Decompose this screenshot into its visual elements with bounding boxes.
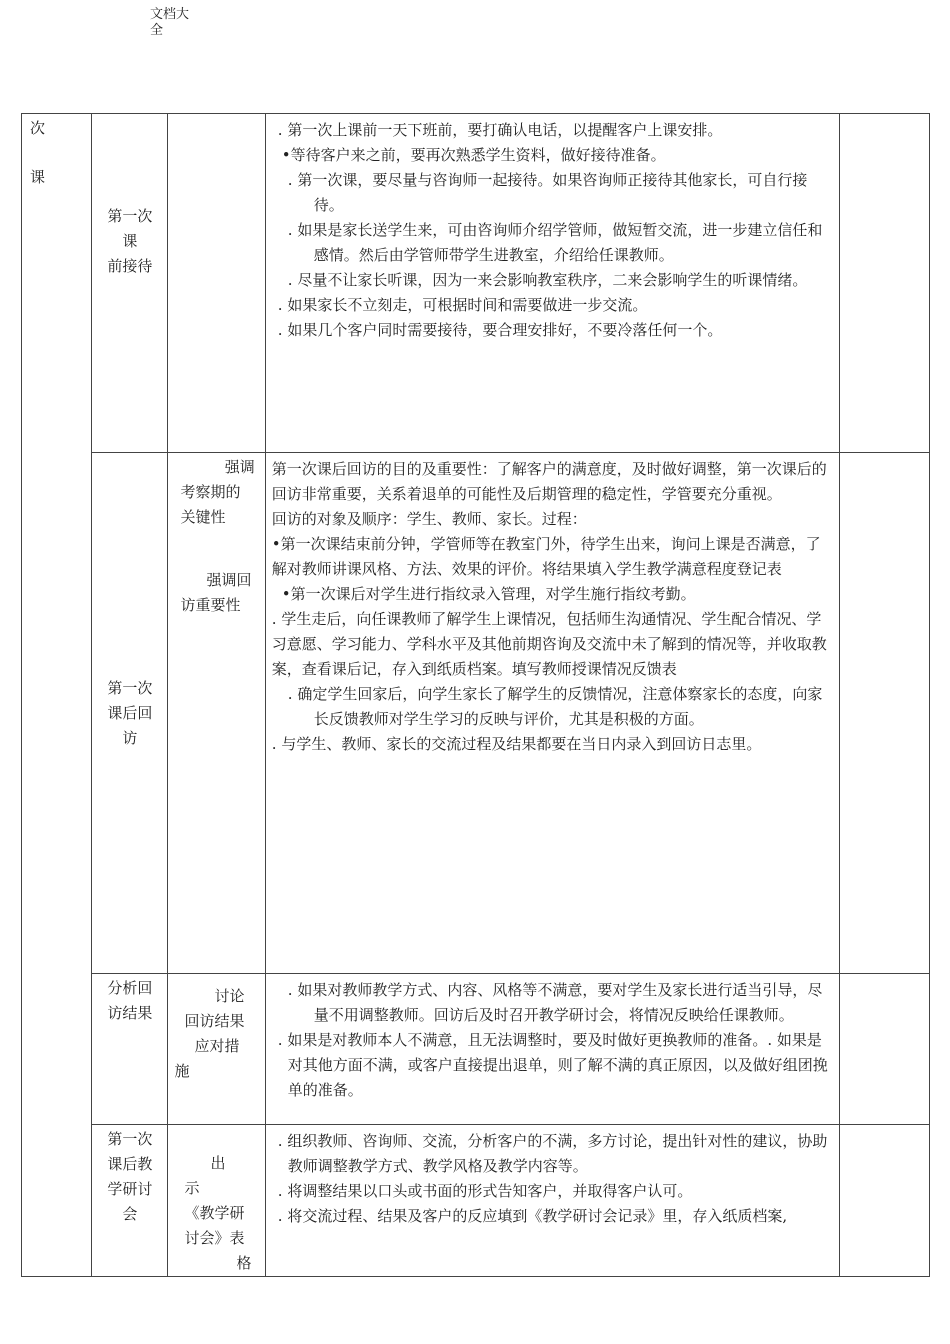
section-line: 第一次 [107,1130,153,1148]
sub-line: 强调回 [206,571,252,589]
table-row [22,453,930,974]
list-item: •等待客户来之前，要再次熟悉学生资料，做好接待准备。 [281,146,666,164]
list-item: 回访的对象及顺序：学生、教师、家长。过程： [271,510,587,528]
stage-char-1: 次 [30,119,46,137]
sub-cell [168,453,265,974]
sub-line: 关键性 [180,508,226,526]
list-item: . 第一次课，要尽量与咨询师一起接待。如果咨询师正接待其他家长，可自行接待。 [287,171,808,214]
list-item: . 第一次上课前一天下班前，要打确认电话，以提醒客户上课安排。 [277,121,723,139]
procedure-table [21,113,930,1277]
sub-line: 强调 [224,458,255,476]
section-line: 学研讨 [107,1180,153,1198]
section-cell [92,453,168,974]
sub-line: 讨会》表 [184,1229,245,1247]
sub-cell [168,114,265,453]
section-cell [92,1125,168,1277]
section-line: 访 [122,729,138,747]
table-row [22,1125,930,1277]
content-cell [265,114,839,453]
sub-line: 《教学研 [184,1204,245,1222]
sub-line: 施 [174,1062,190,1080]
list-item: •第一次课结束前分钟，学管师等在教室门外，待学生出来，询问上课是否满意，了解对教师讲课风格、方法、效果的评价。将结果填入学生教学满意程度登记表 [271,535,821,578]
sub-line: 应对措 [194,1037,240,1055]
table-row [22,114,930,453]
sub-line: 出 [210,1154,226,1172]
list-item: . 如果家长不立刻走，可根据时间和需要做进一步交流。 [277,296,648,314]
sub-line: 格 [236,1254,252,1272]
table-row [22,974,930,1125]
content-cell [265,453,839,974]
sub-line: 讨论 [214,987,245,1005]
content-cell [265,1125,839,1277]
empty-cell [839,1125,929,1277]
sub-cell [168,1125,265,1277]
header-line-1: 文档大 [150,7,190,22]
list-item: . 尽量不让家长听课，因为一来会影响教室秩序，二来会影响学生的听课情绪。 [287,271,808,289]
section-line: 访结果 [107,1004,153,1022]
section-line: 会 [122,1205,138,1223]
list-item: . 如果几个客户同时需要接待，要合理安排好，不要冷落任何一个。 [277,321,723,339]
sub-line: 回访结果 [184,1012,245,1030]
list-item: . 如果对教师教学方式、内容、风格等不满意，要对学生及家长进行适当引导，尽量不用调整教师。回访后及时召开教学研讨会，将情况反映给任课教师。 [287,981,823,1024]
list-item: 第一次课后回访的目的及重要性：了解客户的满意度，及时做好调整，第一次课后的回访非常重要，关系着退单的可能性及后期管理的稳定性，学管要充分重视。 [271,460,827,503]
list-item: •第一次课后对学生进行指纹录入管理，对学生施行指纹考勤。 [281,585,696,603]
section-line: 课 [122,232,138,250]
section-line: 课后回 [107,704,153,722]
list-item: . 如果是家长送学生来，可由咨询师介绍学管师，做短暂交流，进一步建立信任和感情。然后由学管师带学生进教室，介绍给任课教师。 [287,221,823,264]
sub-line: 访重要性 [180,596,241,614]
section-line: 第一次 [107,679,153,697]
header-line-2: 全 [150,23,164,38]
stage-char-2: 课 [30,168,46,186]
list-item: . 与学生、教师、家长的交流过程及结果都要在当日内录入到回访日志里。 [271,735,762,753]
list-item: . 学生走后，向任课教师了解学生上课情况，包括师生沟通情况、学生配合情况、学习意愿、学习能力、学科水平及其他前期咨询及交流中未了解到的情况等，并收取教案，查看课后记，存入到纸质档案。填写教师授课情况反馈表 [271,610,827,678]
section-line: 第一次 [107,207,153,225]
empty-cell [839,974,929,1125]
section-line: 课后教 [107,1155,153,1173]
empty-cell [839,114,929,453]
list-item: . 确定学生回家后，向学生家长了解学生的反馈情况，注意体察家长的态度，向家长反馈教师对学生学习的反映与评价，尤其是积极的方面。 [287,685,823,728]
sub-cell [168,974,265,1125]
sub-line: 示 [184,1179,200,1197]
section-cell [92,114,168,453]
section-line: 分析回 [107,979,153,997]
list-item: . 将调整结果以口头或书面的形式告知客户，并取得客户认可。 [277,1182,693,1200]
list-item: . 组织教师、咨询师、交流，分析客户的不满，多方讨论，提出针对性的建议，协助教师调整教学方式、教学风格及教学内容等。 [277,1132,828,1175]
sub-line: 考察期的 [180,483,241,501]
stage-cell [22,114,92,1277]
content-cell [265,974,839,1125]
list-item: . 将交流过程、结果及客户的反应填到《教学研讨会记录》里，存入纸质档案, [277,1207,788,1225]
page-header [150,7,198,39]
section-cell [92,974,168,1125]
empty-cell [839,453,929,974]
list-item: . 如果是对教师本人不满意，且无法调整时，要及时做好更换教师的准备。. 如果是对其他方面不满，或客户直接提出退单，则了解不满的真正原因，以及做好组团挽单的准备。 [277,1031,828,1099]
section-line: 前接待 [107,257,153,275]
